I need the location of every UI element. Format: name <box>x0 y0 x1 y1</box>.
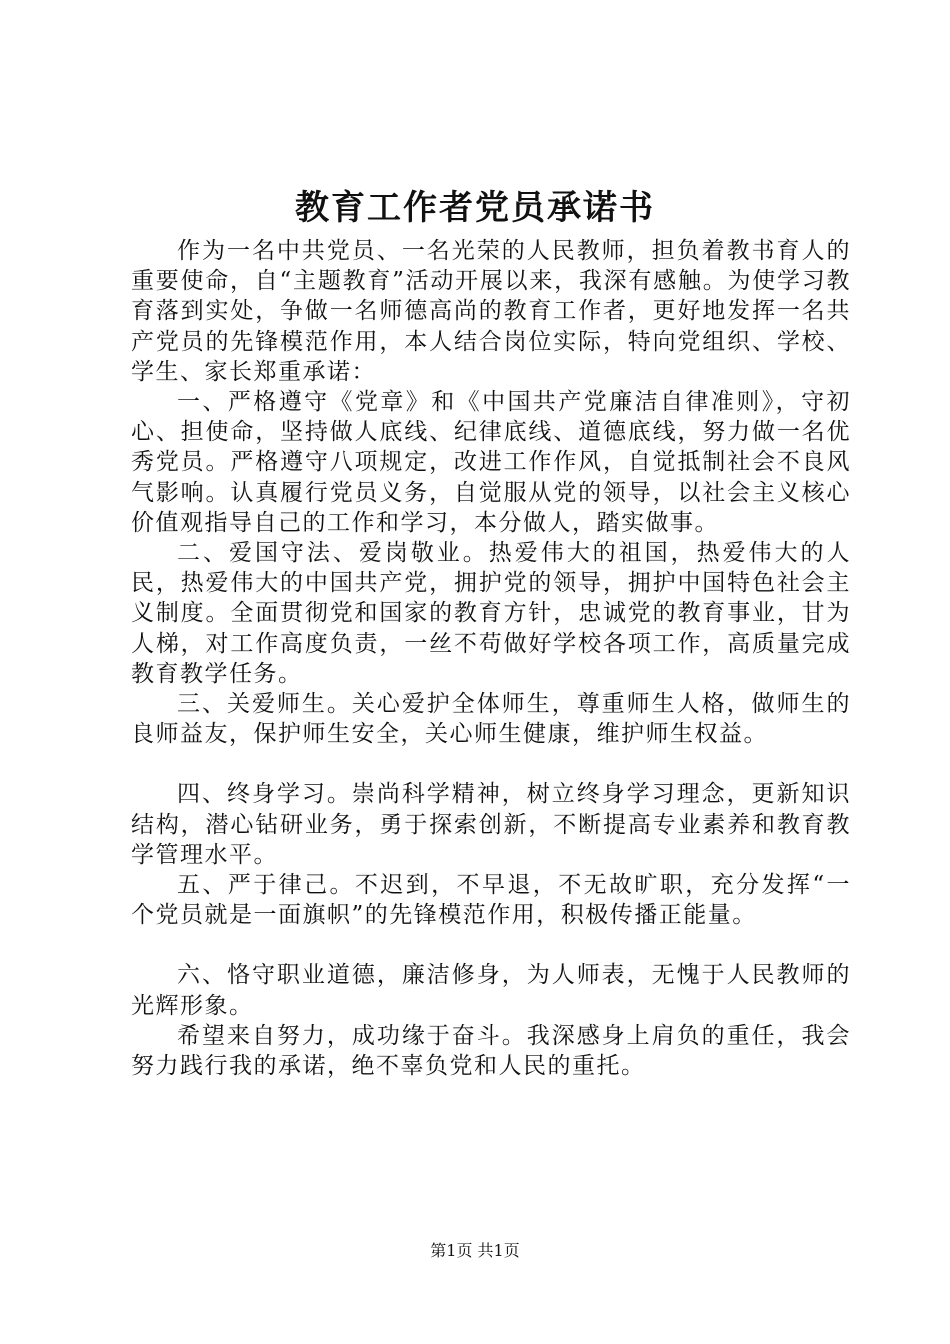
page-number-footer: 第1页 共1页 <box>430 1241 520 1260</box>
pledge-paragraph-2: 二、爱国守法、爱岗敬业。热爱伟大的祖国，热爱伟大的人民，热爱伟大的中国共产党，拥护党的领导，拥护中国特色社会主义制度。全面贯彻党和国家的教育方针，忠诚党的教育事业，甘为人梯，对工作高度负责，一丝不苟做好学校各项工作，高质量完成教育教学任务。 <box>131 540 851 687</box>
intro-paragraph: 作为一名中共党员、一名光荣的人民教师，担负着教书育人的重要使命，自“主题教育”活动开展以来，我深有感触。为使学习教育落到实处，争做一名师德高尚的教育工作者，更好地发挥一名共产党员的先锋模范作用，本人结合岗位实际，特向党组织、学校、学生、家长郑重承诺： <box>131 238 851 385</box>
pledge-paragraph-6: 六、恪守职业道德，廉洁修身，为人师表，无愧于人民教师的光辉形象。 <box>131 962 851 1019</box>
pledge-paragraph-1: 一、严格遵守《党章》和《中国共产党廉洁自律准则》，守初心、担使命，坚持做人底线、纪律底线、道德底线，努力做一名优秀党员。严格遵守八项规定，改进工作作风，自觉抵制社会不良风气影响。认真履行党员义务，自觉服从党的领导，以社会主义核心价值观指导自己的工作和学习，本分做人，踏实做事。 <box>131 389 851 536</box>
document-title: 教育工作者党员承诺书 <box>295 188 655 228</box>
closing-paragraph: 希望来自努力，成功缘于奋斗。我深感身上肩负的重任，我会努力践行我的承诺，绝不辜负党和人民的重托。 <box>131 1022 851 1080</box>
document-body <box>131 236 851 1081</box>
pledge-paragraph-3: 三、关爱师生。关心爱护全体师生，尊重师生人格，做师生的良师益友，保护师生安全，关心师生健康，维护师生权益。 <box>131 691 851 748</box>
pledge-paragraph-4: 四、终身学习。崇尚科学精神，树立终身学习理念，更新知识结构，潜心钻研业务，勇于探索创新，不断提高专业素养和教育教学管理水平。 <box>131 781 851 868</box>
pledge-paragraph-5: 五、严于律己。不迟到，不早退，不无故旷职，充分发挥“一个党员就是一面旗帜”的先锋模范作用，积极传播正能量。 <box>131 872 851 929</box>
